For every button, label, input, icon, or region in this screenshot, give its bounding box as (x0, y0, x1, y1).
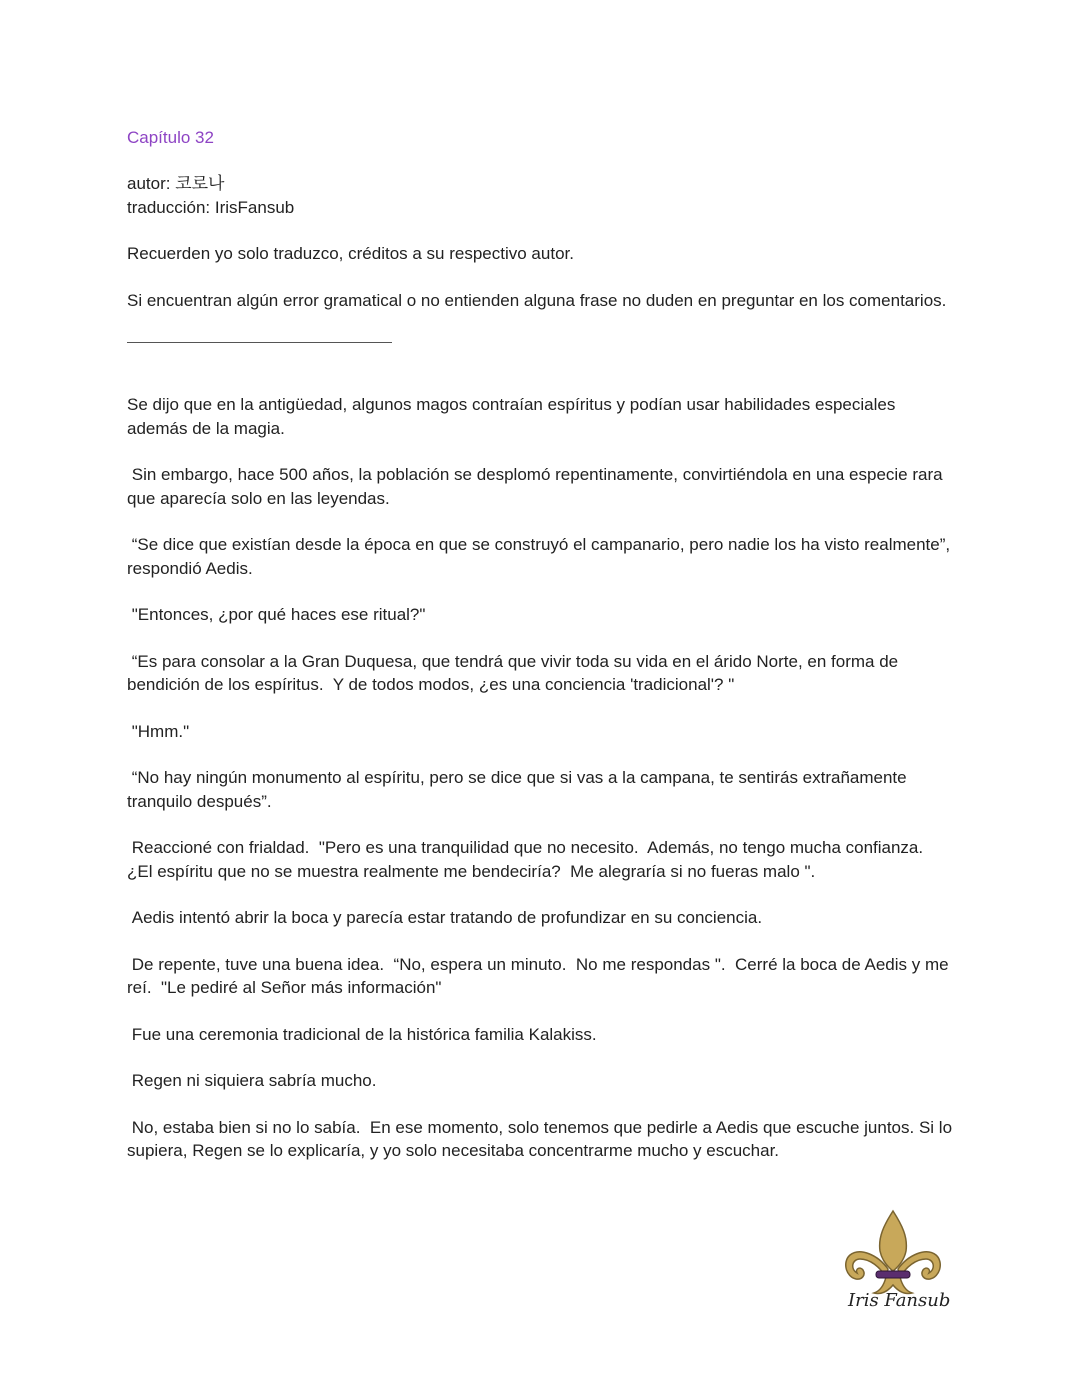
story-paragraph: Aedis intentó abrir la boca y parecía estar tratando de profundizar en su conciencia. (127, 908, 763, 927)
chapter-title: Capítulo 32 (127, 128, 214, 147)
story-paragraph: “Es para consolar a la Gran Duquesa, que tendrá que vivir toda su vida en el árido Norte, en forma de bendición de los espíritus. Y de todos modos, ¿es una conciencia 'tradicional'? " (127, 651, 903, 694)
story-paragraph: Regen ni siquiera sabría mucho. (127, 1071, 377, 1090)
story-paragraph: Sin embargo, hace 500 años, la población se desplomó repentinamente, convirtiéndola en una especie rara que aparecía solo en las leyendas. (127, 465, 948, 508)
story-paragraph: "Entonces, ¿por qué haces ese ritual?" (127, 605, 426, 624)
credits-block (127, 172, 957, 220)
story-paragraph: Fue una ceremonia tradicional de la histórica familia Kalakiss. (127, 1024, 597, 1044)
section-divider (127, 342, 392, 343)
translation-line: traducción: IrisFansub (127, 198, 295, 217)
story-paragraph: Se dijo que en la antigüedad, algunos magos contraían espíritus y podían usar habilidades especiales además de la magia. (127, 395, 901, 438)
intro-paragraph: Si encuentran algún error gramatical o no entienden alguna frase no duden en preguntar en los comentarios. (127, 290, 947, 310)
document-page (127, 126, 957, 1186)
story-paragraph: “Se dice que existían desde la época en que se construyó el campanario, pero nadie los ha visto realmente”, respondió Aedis. (127, 535, 955, 578)
author-line: autor: 코로나 (127, 174, 225, 193)
logo-text: Iris Fansub (848, 1290, 951, 1311)
story-paragraph: "Hmm." (127, 721, 190, 741)
story-paragraph: “No hay ningún monumento al espíritu, pero se dice que si vas a la campana, te sentirás extrañamente tranquilo después”. (127, 768, 912, 811)
intro-paragraph: Recuerden yo solo traduzco, créditos a su respectivo autor. (127, 244, 574, 263)
story-paragraph: Reaccioné con frialdad. "Pero es una tranquilidad que no necesito. Además, no tengo mucha confianza. ¿El espíritu que no se muestra realmente me bendeciría? Me alegraría si no fueras malo ". (127, 838, 933, 881)
story-paragraph: De repente, tuve una buena idea. “No, espera un minuto. No me respondas ". Cerré la boca de Aedis y me reí. "Le pediré al Señor más información" (127, 954, 954, 997)
story-paragraph: No, estaba bien si no lo sabía. En ese momento, solo tenemos que pedirle a Aedis que escuche juntos. Si lo supiera, Regen se lo explicaría, y yo solo necesitaba concentrarme mucho y escuchar. (127, 1117, 957, 1160)
